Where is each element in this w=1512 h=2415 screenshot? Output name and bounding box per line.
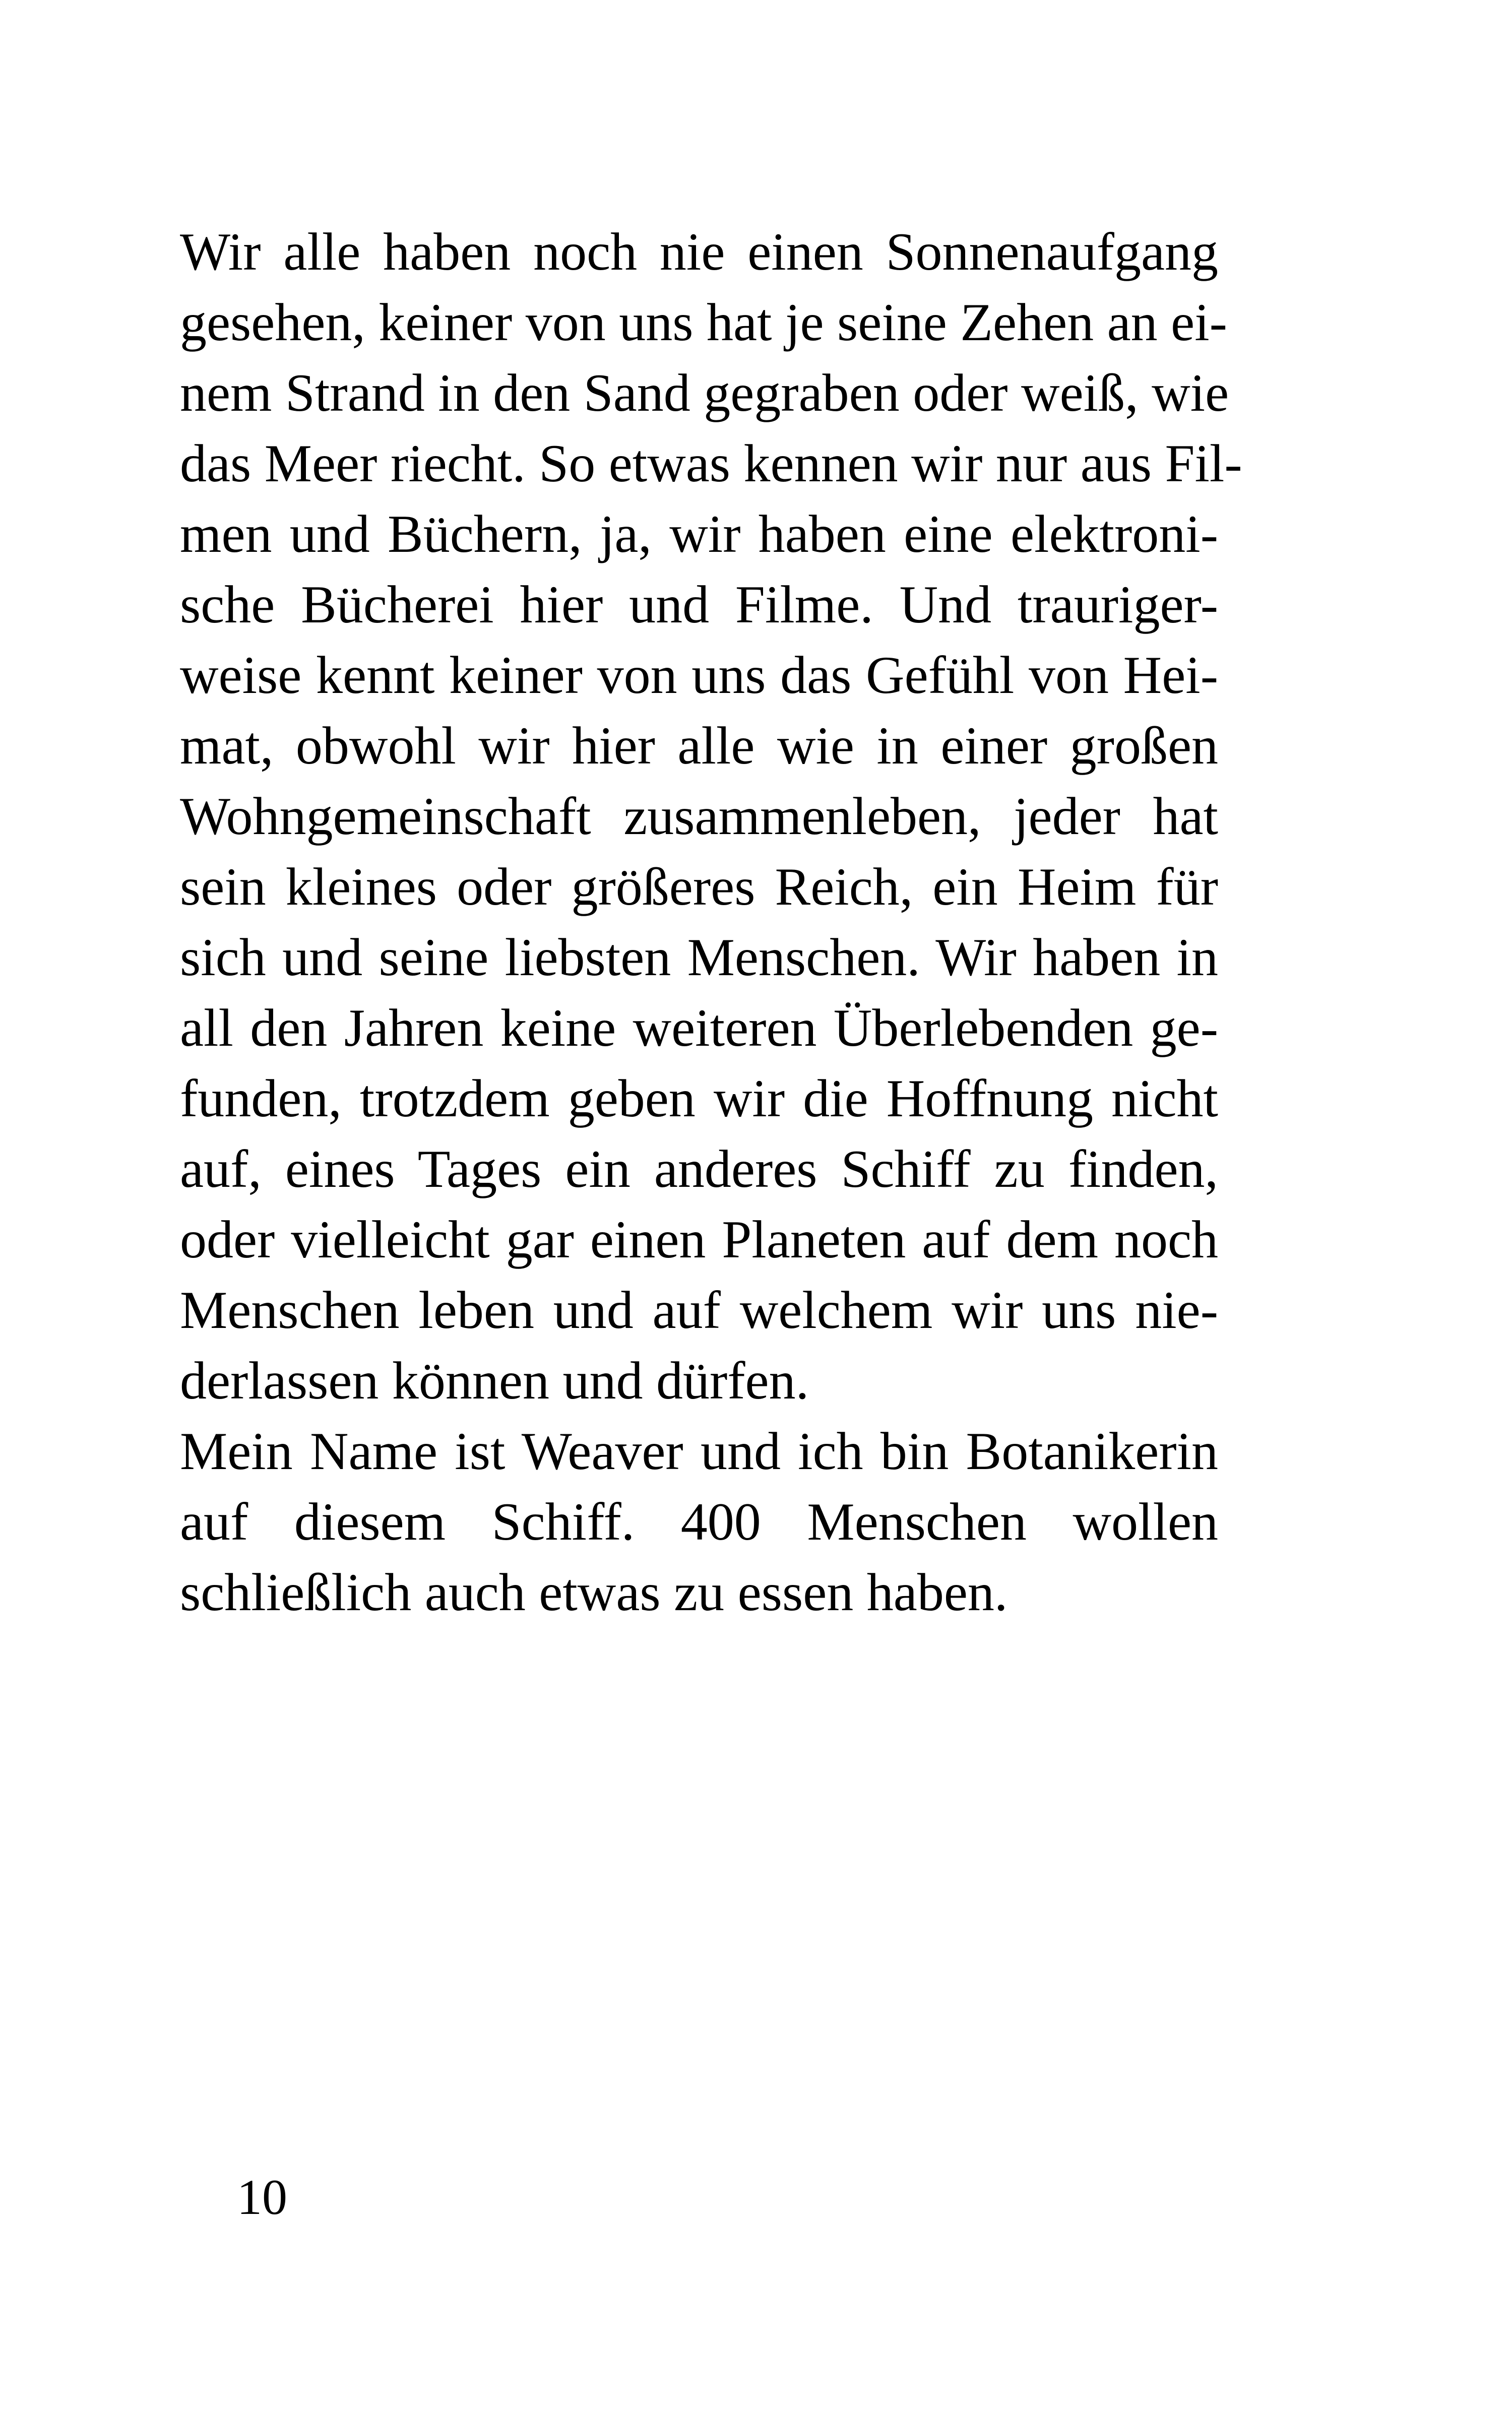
text-line: nem Strand in den Sand gegraben oder weiß, wie <box>180 363 1229 422</box>
text-line: weise kennt keiner von uns das Gefühl von Hei- <box>180 646 1218 705</box>
text-line: auf, eines Tages ein anderes Schiff zu finden, <box>180 1139 1218 1198</box>
page-number: 10 <box>237 2169 287 2225</box>
body-text <box>180 217 1242 1628</box>
text-line: sein kleines oder größeres Reich, ein Heim für <box>180 857 1218 916</box>
text-line: schließlich auch etwas zu essen haben. <box>180 1563 1008 1622</box>
text-line: Wohngemeinschaft zusammenleben, jeder hat <box>180 787 1218 846</box>
text-line: Mein Name ist Weaver und ich bin Botanikerin <box>180 1422 1218 1481</box>
text-line: all den Jahren keine weiteren Überlebenden ge- <box>180 998 1218 1057</box>
text-line: Wir alle haben noch nie einen Sonnenaufgang <box>180 222 1218 281</box>
text-line: derlassen können und dürfen. <box>180 1351 809 1410</box>
text-line: men und Büchern, ja, wir haben eine elektroni- <box>180 504 1218 563</box>
text-line: oder vielleicht gar einen Planeten auf dem noch <box>180 1210 1218 1269</box>
text-line: sche Bücherei hier und Filme. Und trauriger- <box>180 575 1218 634</box>
text-line: auf diesem Schiff. 400 Menschen wollen <box>180 1492 1218 1551</box>
text-line: funden, trotzdem geben wir die Hoffnung nicht <box>180 1069 1218 1128</box>
text-line: gesehen, keiner von uns hat je seine Zehen an ei- <box>180 293 1227 352</box>
text-line: das Meer riecht. So etwas kennen wir nur aus Fil- <box>180 434 1242 493</box>
text-line: mat, obwohl wir hier alle wie in einer großen <box>180 716 1218 775</box>
text-line: Menschen leben und auf welchem wir uns nie- <box>180 1281 1218 1340</box>
text-line: sich und seine liebsten Menschen. Wir haben in <box>180 928 1218 987</box>
